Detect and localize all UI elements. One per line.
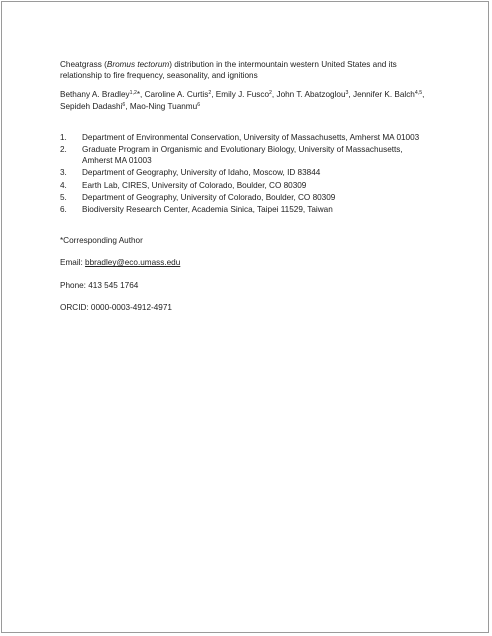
page-content [60, 59, 432, 324]
affiliation-item: 4. Earth Lab, CIRES, University of Colorado, Boulder, CO 80309 [60, 180, 307, 190]
affiliation-item: 1. Department of Environmental Conservation, University of Massachusetts, Amherst MA 01003 [60, 132, 420, 142]
author: John T. Abatzoglou$^3$, [276, 90, 353, 100]
affiliation-item: 5. Department of Geography, University of Colorado, Boulder, CO 80309 [60, 192, 336, 202]
orcid-line: ORCID: 0000-0003-4912-4971 [60, 302, 172, 312]
email-link[interactable]: bbradley@eco.umass.edu [85, 258, 181, 268]
paper-title [60, 59, 432, 81]
author: Emily J. Fusco$^2$, [215, 90, 277, 100]
affiliation-item: 6. Biodiversity Research Center, Academia Sinica, Taipei 11529, Taiwan [60, 205, 333, 215]
email-line [60, 257, 432, 268]
affiliation-item: 3. Department of Geography, University of Idaho, Moscow, ID 83844 [60, 168, 321, 178]
author: Bethany A. Bradley$^{1,2}$*, [60, 90, 145, 100]
title-species: Bromus tectorum [106, 60, 170, 69]
author-list [60, 89, 432, 111]
affiliation-item: 2. Graduate Program in Organismic and Evolutionary Biology, University of Massachusetts, Amherst MA 01003 [60, 145, 403, 166]
affiliation-list [60, 132, 432, 215]
author: Caroline A. Curtis$^2$, [144, 90, 216, 100]
title-post: ) distribution in the intermountain western United States and its relationship to fire frequency, seasonality, and ignitions [60, 60, 397, 81]
page-frame [1, 1, 489, 633]
email-label: Email: [60, 258, 86, 268]
author: Sepideh Dadashi$^6$, [60, 101, 130, 111]
author: Jennifer K. Balch$^{4,5}$, [352, 90, 425, 100]
phone-line: Phone: 413 545 1764 [60, 280, 139, 290]
author: Mao-Ning Tuanmu$^6$ [129, 101, 201, 111]
title-pre: Cheatgrass ( [60, 60, 107, 69]
corresponding-author-note: *Corresponding Author [60, 236, 143, 246]
